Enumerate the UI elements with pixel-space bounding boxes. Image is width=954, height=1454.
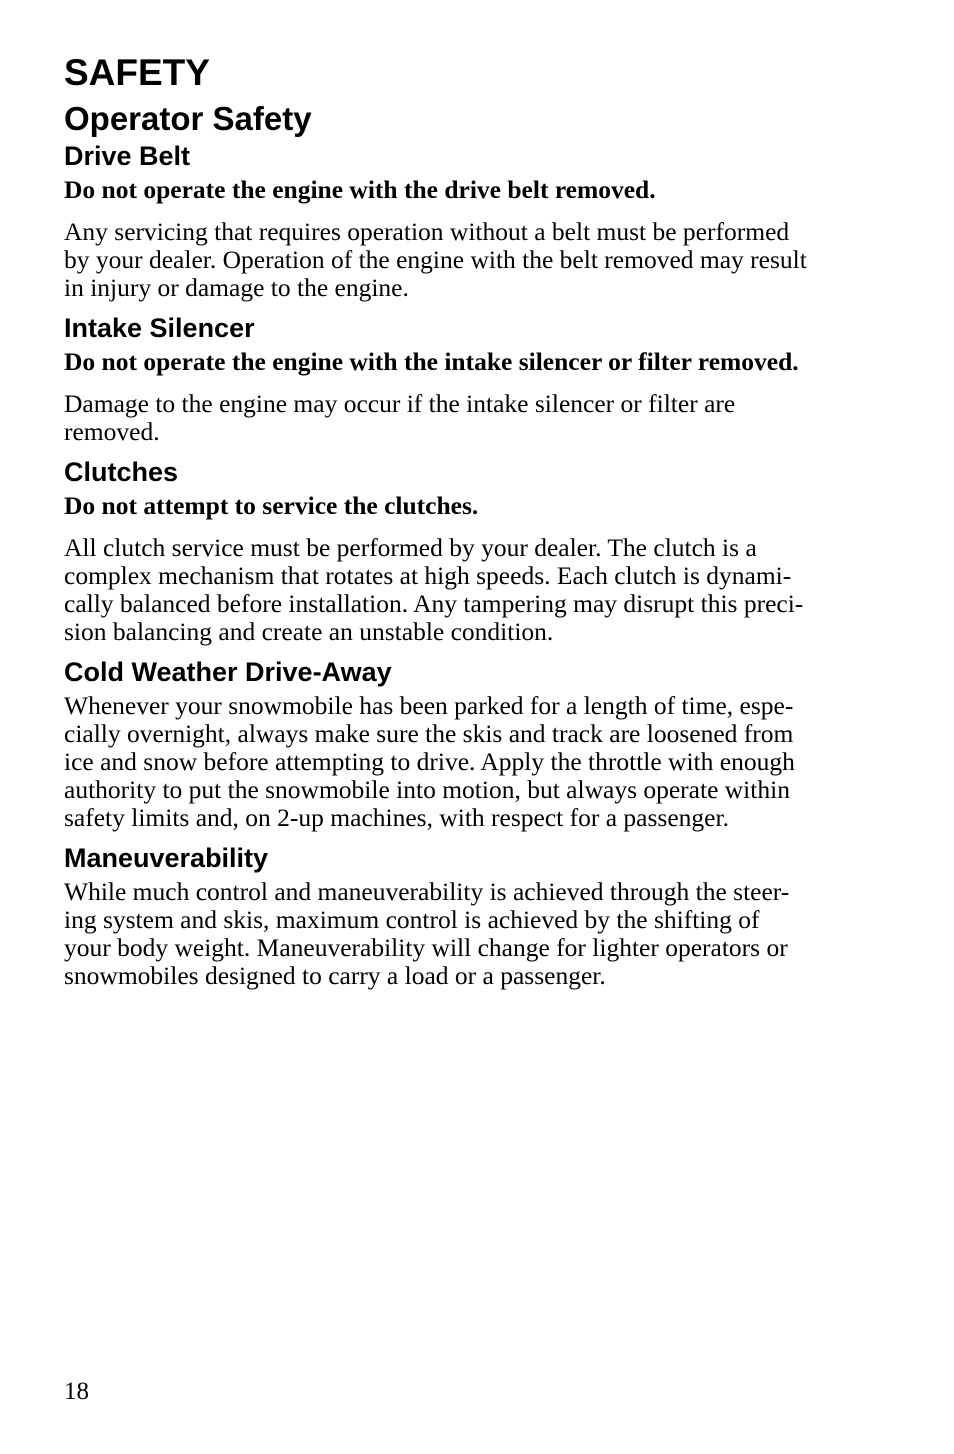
maneuverability-heading: Maneuverability: [64, 843, 269, 873]
intake-silencer-body: Damage to the engine may occur if the intake silencer or filter are removed.: [64, 389, 736, 446]
drive-belt-heading: Drive Belt: [64, 141, 191, 171]
maneuverability-section: [64, 842, 869, 990]
cold-weather-section: [64, 656, 869, 832]
intake-silencer-section: [64, 312, 869, 446]
maneuverability-body: While much control and maneuverability is achieved through the steer- ing system and skis, maximum control is achieved by the shifting of your body weight. Maneuverability will change for lighter operators or snowmobiles designed to carry a load or a passenger.: [64, 877, 790, 990]
chapter-title: SAFETY: [64, 52, 210, 93]
manual-page: [64, 52, 869, 990]
cold-weather-heading: Cold Weather Drive-Away: [64, 657, 392, 687]
page-number: 18: [64, 1378, 89, 1405]
drive-belt-body: Any servicing that requires operation without a belt must be performed by your dealer. Operation of the engine with the belt removed may result in injury or damage to the engine.: [64, 217, 807, 302]
clutches-heading: Clutches: [64, 457, 179, 487]
drive-belt-warning: Do not operate the engine with the drive belt removed.: [64, 175, 656, 204]
clutches-body: All clutch service must be performed by your dealer. The clutch is a complex mechanism that rotates at high speeds. Each clutch is dynami- cally balanced before installation. Any tampering may disrupt this preci- sion balancing and create an unstable condition.: [64, 533, 804, 646]
clutches-section: [64, 456, 869, 646]
section-title: Operator Safety: [64, 100, 312, 137]
cold-weather-body: Whenever your snowmobile has been parked for a length of time, espe- cially overnight, always make sure the skis and track are loosened from ice and snow before attempting to drive. Apply the throttle with enough authority to put the snowmobile into motion, but always operate within safety limits and, on 2-up machines, with respect for a passenger.: [64, 691, 795, 832]
intake-silencer-heading: Intake Silencer: [64, 313, 255, 343]
intake-silencer-warning: Do not operate the engine with the intake silencer or filter removed.: [64, 347, 799, 376]
clutches-warning: Do not attempt to service the clutches.: [64, 491, 479, 520]
drive-belt-section: [64, 140, 869, 302]
